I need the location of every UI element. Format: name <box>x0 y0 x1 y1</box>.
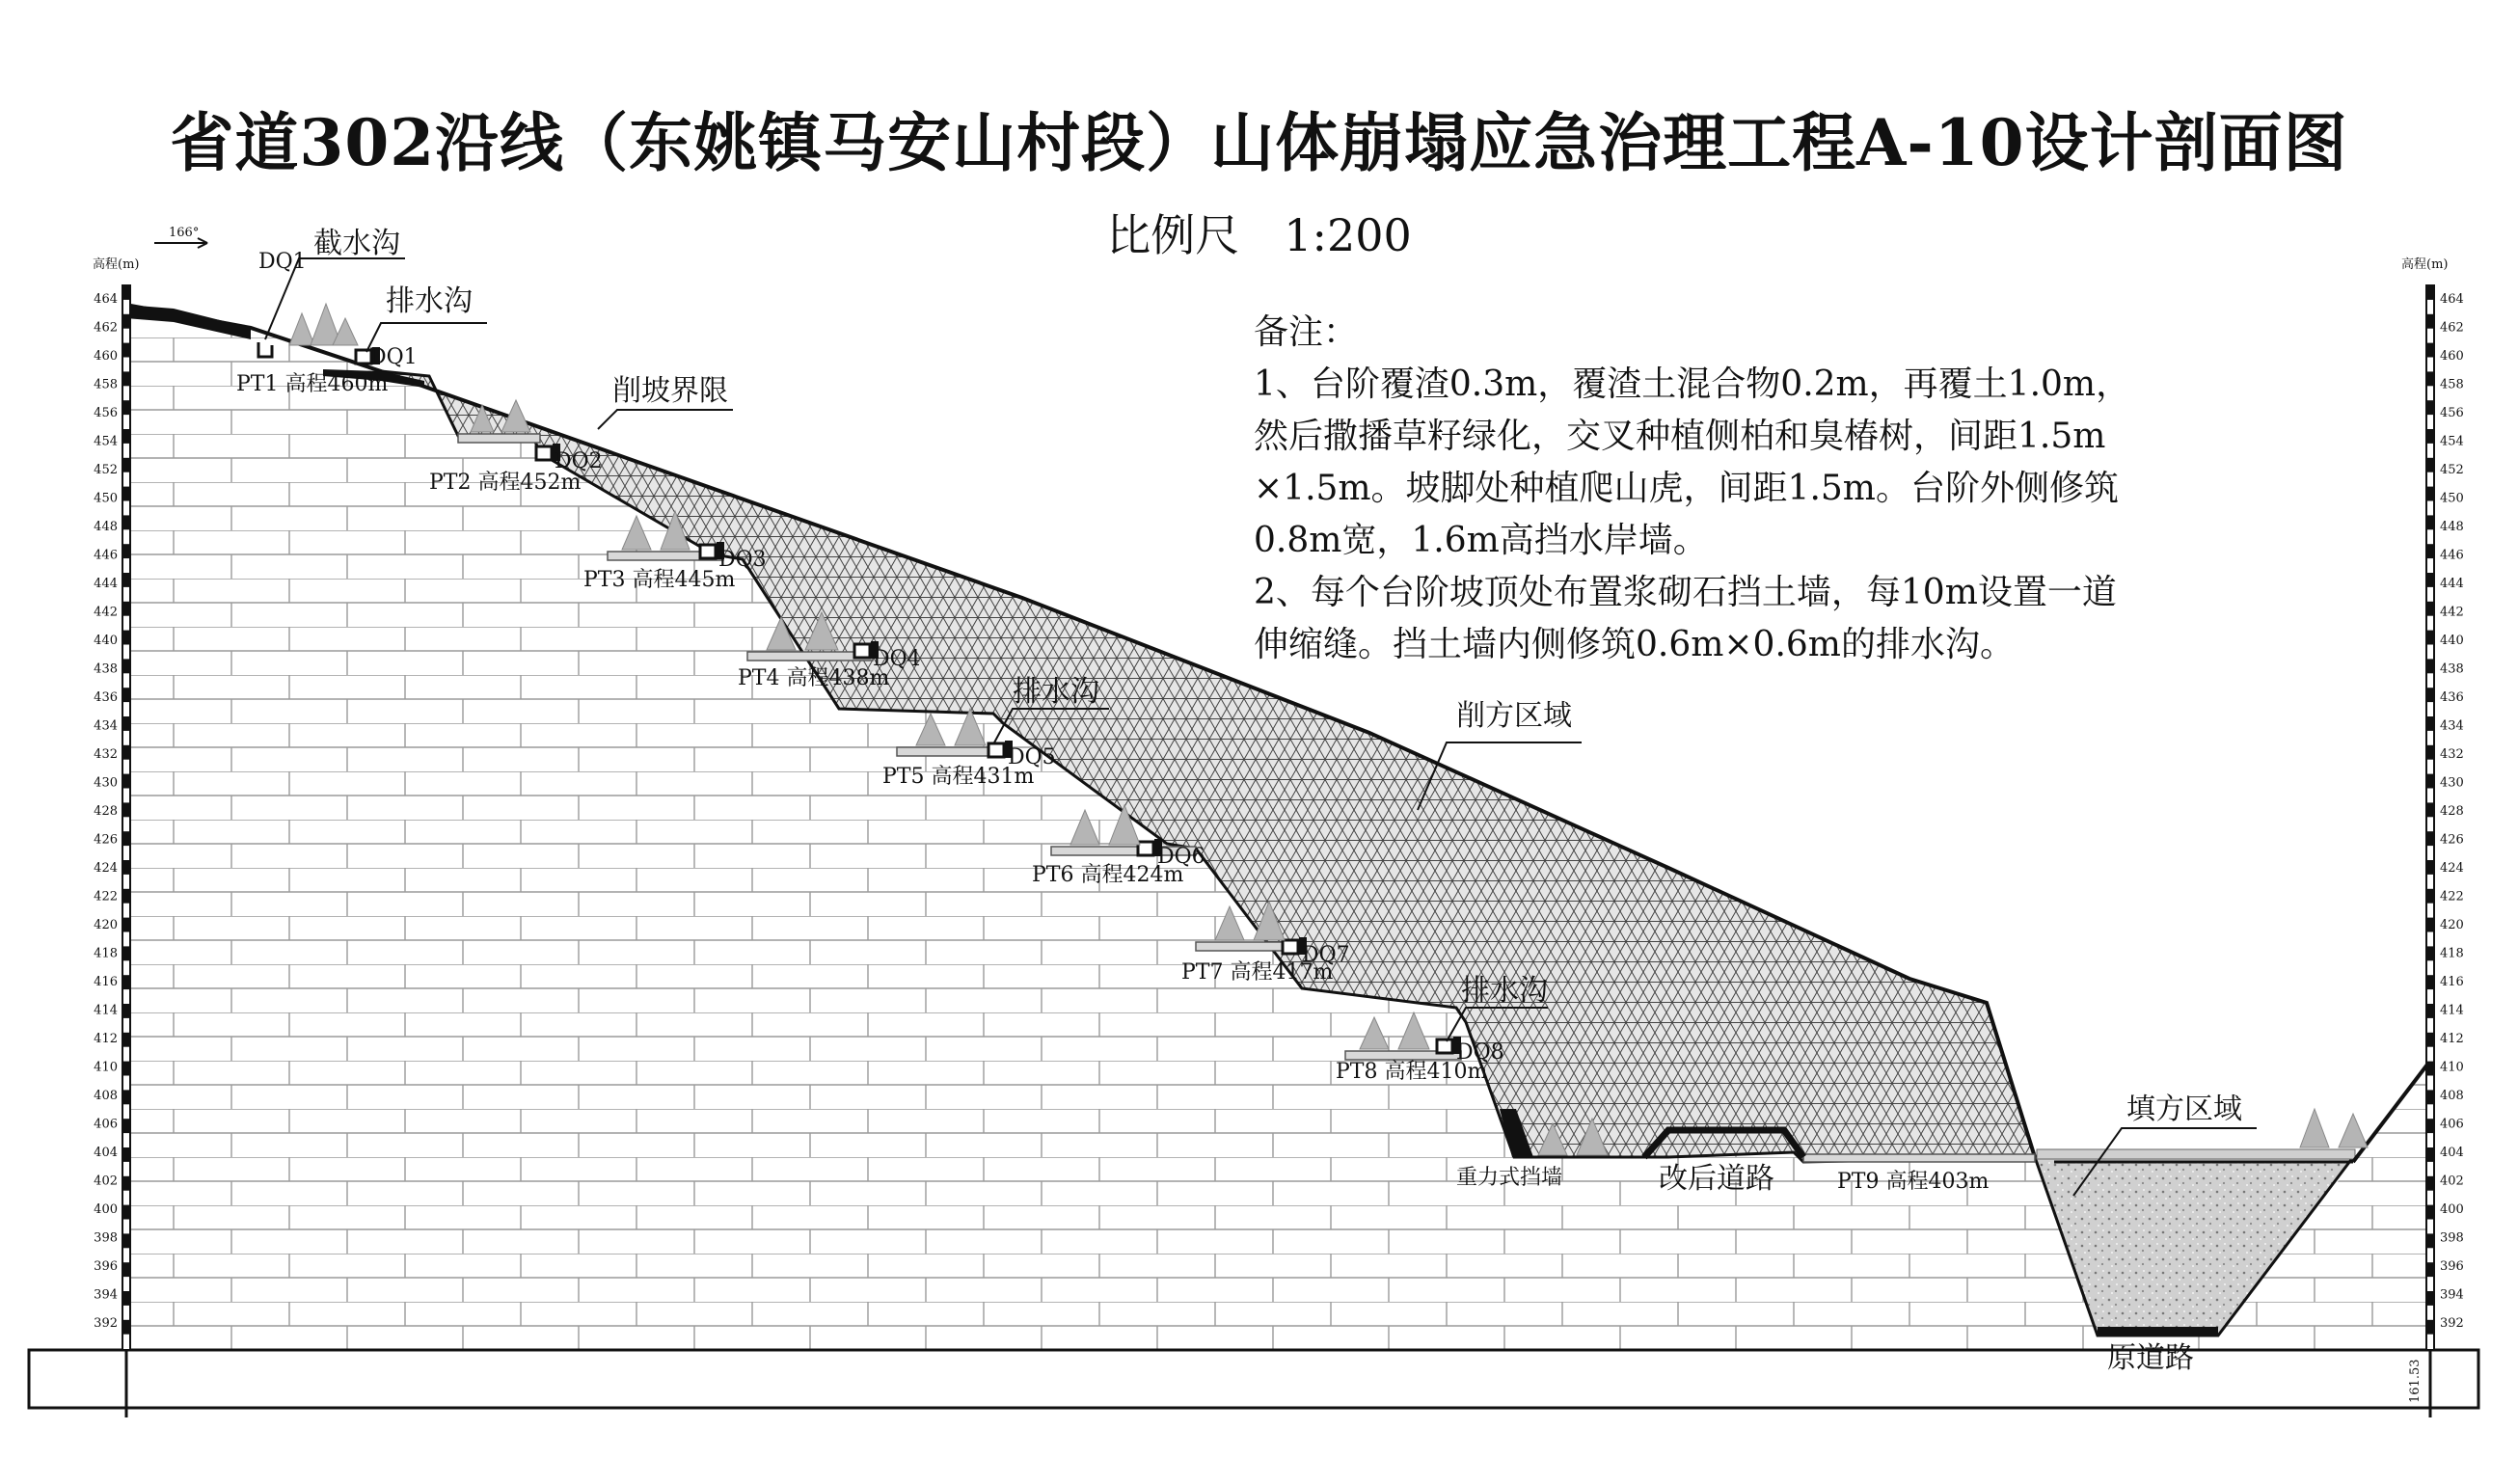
label-pt2: PT2 高程452m <box>429 471 582 495</box>
label-gravity-wall: 重力式挡墙 <box>1456 1166 1563 1190</box>
ruler-segment <box>122 889 130 904</box>
ruler-segment <box>2426 285 2434 300</box>
label-dq2: DQ2 <box>555 449 603 473</box>
axis-tick-label: 440 <box>2440 634 2464 648</box>
label-pt6: PT6 高程424m <box>1032 863 1184 887</box>
ruler-segment <box>122 515 130 529</box>
ruler-segment <box>2426 918 2434 932</box>
ruler-segment <box>2426 1033 2434 1047</box>
ruler-segment <box>2426 314 2434 329</box>
ruler-segment <box>2426 688 2434 702</box>
platform-pt9 <box>1803 1154 2035 1162</box>
ruler-segment <box>2426 889 2434 904</box>
ruler-segment <box>122 1176 130 1191</box>
axis-tick-label: 416 <box>94 975 118 989</box>
tree-icon <box>2300 1109 2329 1147</box>
ruler-segment <box>2426 831 2434 846</box>
ruler-segment <box>122 946 130 960</box>
axis-tick-label: 440 <box>94 634 118 648</box>
ruler-segment <box>122 1119 130 1133</box>
axis-tick-label: 444 <box>2440 577 2464 591</box>
ruler-segment <box>122 918 130 932</box>
ruler-segment <box>122 774 130 789</box>
ditch-dq8 <box>1437 1039 1452 1053</box>
axis-tick-label: 448 <box>94 520 118 534</box>
label-pt9: PT9 高程403m <box>1837 1170 1990 1194</box>
right-axis-title: 高程(m) <box>2401 257 2449 272</box>
axis-tick-label: 420 <box>2440 918 2464 932</box>
ruler-segment <box>2426 774 2434 789</box>
ruler-segment <box>2426 1147 2434 1162</box>
ruler-segment <box>122 458 130 472</box>
ruler-segment <box>122 1262 130 1277</box>
axis-tick-label: 464 <box>94 292 118 307</box>
axis-tick-label: 398 <box>94 1230 118 1246</box>
ruler-segment <box>2426 602 2434 616</box>
axis-tick-label: 456 <box>94 406 118 420</box>
ruler-segment <box>2426 429 2434 444</box>
ruler-segment <box>2426 515 2434 529</box>
label-pt5: PT5 高程431m <box>882 765 1035 789</box>
axis-tick-label: 410 <box>94 1060 118 1075</box>
axis-tick-label: 446 <box>2440 548 2464 563</box>
ruler-segment <box>122 285 130 300</box>
ruler-segment <box>122 1291 130 1306</box>
axis-tick-label: 428 <box>2440 804 2464 819</box>
ruler-segment <box>122 1033 130 1047</box>
tree-icon <box>289 313 314 345</box>
axis-tick-label: 452 <box>2440 463 2464 477</box>
axis-tick-label: 420 <box>94 918 118 932</box>
axis-tick-label: 434 <box>2440 718 2464 734</box>
ruler-segment <box>122 688 130 702</box>
axis-tick-label: 402 <box>94 1174 118 1189</box>
axis-tick-label: 398 <box>2440 1230 2464 1246</box>
label-cut-boundary: 削坡界限 <box>612 374 728 408</box>
axis-tick-label: 404 <box>94 1146 118 1160</box>
axis-tick-label: 432 <box>2440 747 2464 762</box>
axis-tick-label: 394 <box>2440 1287 2464 1303</box>
ruler-segment <box>122 343 130 358</box>
axis-tick-label: 400 <box>94 1202 118 1217</box>
ruler-segment <box>122 860 130 875</box>
ruler-segment <box>122 573 130 587</box>
ruler-segment <box>122 1004 130 1018</box>
axis-tick-label: 462 <box>2440 320 2464 336</box>
orig-road <box>2098 1327 2218 1336</box>
label-dq4: DQ4 <box>873 647 921 671</box>
axis-tick-label: 414 <box>2440 1003 2464 1018</box>
ruler-segment <box>122 1147 130 1162</box>
axis-tick-label: 430 <box>94 775 118 791</box>
axis-tick-label: 460 <box>2440 349 2464 364</box>
ruler-segment <box>2426 1004 2434 1018</box>
ruler-segment <box>122 1062 130 1076</box>
notes-line: ×1.5m。坡脚处种植爬山虎，间距1.5m。台阶外侧修筑 <box>1254 469 2119 508</box>
ruler-segment <box>2426 1119 2434 1133</box>
axis-tick-label: 412 <box>2440 1032 2464 1046</box>
axis-tick-label: 418 <box>2440 946 2464 961</box>
tree-icon <box>2339 1114 2368 1147</box>
ruler-segment <box>122 631 130 645</box>
label-dq7: DQ7 <box>1302 943 1350 967</box>
notes-line: 0.8m宽，1.6m高挡水岸墙。 <box>1254 521 1708 560</box>
left-axis-title: 高程(m) <box>93 257 140 272</box>
ruler-segment <box>2426 458 2434 472</box>
axis-tick-label: 394 <box>94 1287 118 1303</box>
label-pt7: PT7 高程417m <box>1181 960 1334 985</box>
axis-tick-label: 424 <box>94 861 118 876</box>
axis-tick-label: 436 <box>2440 690 2464 705</box>
axis-tick-label: 446 <box>94 548 118 563</box>
axis-tick-label: 442 <box>94 605 118 620</box>
axis-tick-label: 462 <box>94 320 118 336</box>
axis-tick-label: 438 <box>2440 661 2464 677</box>
ruler-segment <box>122 487 130 501</box>
notes-line: 然后撒播草籽绿化，交叉种植侧柏和臭椿树，间距1.5m <box>1254 417 2106 456</box>
ruler-segment <box>2426 975 2434 989</box>
axis-tick-label: 438 <box>94 661 118 677</box>
ruler-segment <box>2426 371 2434 386</box>
notes-line: 1、台阶覆渣0.3m，覆渣土混合物0.2m，再覆土1.0m， <box>1254 364 2131 404</box>
axis-tick-label: 408 <box>2440 1089 2464 1103</box>
label-new-road: 改后道路 <box>1659 1162 1774 1196</box>
label-intercept-ditch: 截水沟 <box>313 227 400 260</box>
ruler-segment <box>122 659 130 673</box>
label-orig-road: 原道路 <box>2107 1341 2194 1375</box>
axis-tick-label: 430 <box>2440 775 2464 791</box>
bottom-value: 161.53 <box>2408 1359 2423 1403</box>
ruler-segment <box>2426 860 2434 875</box>
ruler-segment <box>2426 745 2434 760</box>
ruler-segment <box>122 975 130 989</box>
axis-tick-label: 404 <box>2440 1146 2464 1160</box>
axis-tick-label: 444 <box>94 577 118 591</box>
ruler-segment <box>2426 1062 2434 1076</box>
axis-tick-label: 402 <box>2440 1174 2464 1189</box>
axis-tick-label: 436 <box>94 690 118 705</box>
axis-tick-label: 448 <box>2440 520 2464 534</box>
ruler-segment <box>2426 343 2434 358</box>
notes-heading: 备注： <box>1254 312 1359 352</box>
axis-tick-label: 418 <box>94 946 118 961</box>
direction-label: 166° <box>169 226 200 240</box>
ditch-dq3 <box>700 545 716 558</box>
label-pt8: PT8 高程410m <box>1336 1060 1488 1084</box>
axis-tick-label: 392 <box>2440 1316 2464 1331</box>
ruler-segment <box>122 544 130 558</box>
axis-tick-label: 458 <box>2440 377 2464 392</box>
label-dq1-side: DQ1 <box>369 345 418 369</box>
axis-tick-label: 460 <box>94 349 118 364</box>
label-dq6: DQ6 <box>1157 845 1205 869</box>
ruler-segment <box>122 371 130 386</box>
axis-tick-label: 454 <box>94 434 118 449</box>
label-dq3: DQ3 <box>718 548 767 572</box>
ruler-segment <box>122 429 130 444</box>
ruler-segment <box>2426 802 2434 817</box>
axis-tick-label: 426 <box>2440 832 2464 848</box>
axis-tick-label: 400 <box>2440 1202 2464 1217</box>
axis-tick-label: 412 <box>94 1032 118 1046</box>
ruler-segment <box>2426 1320 2434 1335</box>
axis-tick-label: 416 <box>2440 975 2464 989</box>
ruler-segment <box>2426 946 2434 960</box>
axis-tick-label: 414 <box>94 1003 118 1018</box>
ruler-segment <box>2426 631 2434 645</box>
ruler-segment <box>122 602 130 616</box>
ruler-segment <box>2426 1090 2434 1104</box>
ruler-segment <box>2426 716 2434 731</box>
axis-tick-label: 434 <box>94 718 118 734</box>
label-drain-ditch-3: 排水沟 <box>1461 974 1548 1008</box>
fill-grass <box>2037 1149 2355 1159</box>
ruler-segment <box>122 1205 130 1220</box>
ruler-segment <box>2426 1176 2434 1191</box>
axis-tick-label: 432 <box>94 747 118 762</box>
label-dq5: DQ5 <box>1008 745 1056 769</box>
axis-tick-label: 392 <box>94 1316 118 1331</box>
label-fill-area: 填方区域 <box>2126 1093 2242 1126</box>
axis-tick-label: 458 <box>94 377 118 392</box>
ruler-segment <box>2426 573 2434 587</box>
ruler-segment <box>122 314 130 329</box>
label-dq1-top: DQ1 <box>258 250 307 274</box>
label-pt3: PT3 高程445m <box>583 568 736 592</box>
axis-tick-label: 422 <box>2440 889 2464 904</box>
ruler-segment <box>122 1090 130 1104</box>
ruler-segment <box>2426 1233 2434 1248</box>
ruler-segment <box>2426 400 2434 415</box>
axis-tick-label: 454 <box>2440 434 2464 449</box>
ditch-dq5 <box>988 743 1004 757</box>
notes-line: 2、每个台阶坡顶处布置浆砌石挡土墙，每10m设置一道 <box>1254 573 2117 612</box>
ruler-segment <box>122 1233 130 1248</box>
axis-tick-label: 428 <box>94 804 118 819</box>
axis-tick-label: 464 <box>2440 292 2464 307</box>
axis-tick-label: 408 <box>94 1089 118 1103</box>
axis-tick-label: 426 <box>94 832 118 848</box>
ditch-dq6 <box>1138 842 1153 855</box>
axis-tick-label: 396 <box>2440 1259 2464 1274</box>
direction-indicator <box>154 226 207 248</box>
ruler-segment <box>2426 544 2434 558</box>
ruler-segment <box>2426 1205 2434 1220</box>
platform-pt2 <box>458 434 540 443</box>
label-pt4: PT4 高程438m <box>738 666 890 690</box>
ruler-segment <box>122 831 130 846</box>
notes-block <box>1254 307 2276 671</box>
ditch-dq7 <box>1283 940 1298 954</box>
ruler-segment <box>2426 487 2434 501</box>
notes-line: 伸缩缝。挡土墙内侧修筑0.6m×0.6m的排水沟。 <box>1254 625 2015 664</box>
axis-tick-label: 424 <box>2440 861 2464 876</box>
drawing-title: 省道302沿线（东姚镇马安山村段）山体崩塌应急治理工程A-10设计剖面图 <box>170 105 2348 180</box>
ditch-dq4 <box>854 644 870 658</box>
axis-tick-label: 442 <box>2440 605 2464 620</box>
axis-tick-label: 456 <box>2440 406 2464 420</box>
label-dq8: DQ8 <box>1456 1040 1504 1065</box>
ruler-segment <box>122 400 130 415</box>
label-drain-ditch-1: 排水沟 <box>386 284 473 318</box>
label-cut-area: 削方区域 <box>1456 699 1572 733</box>
ruler-segment <box>2426 1262 2434 1277</box>
ditch-dq2 <box>536 446 552 460</box>
axis-tick-label: 452 <box>94 463 118 477</box>
axis-tick-label: 450 <box>2440 491 2464 506</box>
scale-label: 比例尺 1:200 <box>1106 209 1412 261</box>
label-pt1: PT1 高程460m <box>236 372 389 396</box>
axis-tick-label: 406 <box>2440 1117 2464 1132</box>
axis-tick-label: 410 <box>2440 1060 2464 1075</box>
axis-tick-label: 450 <box>94 491 118 506</box>
axis-tick-label: 406 <box>94 1117 118 1132</box>
axis-tick-label: 396 <box>94 1259 118 1274</box>
ruler-segment <box>122 802 130 817</box>
ruler-segment <box>2426 1291 2434 1306</box>
ruler-segment <box>122 716 130 731</box>
axis-tick-label: 422 <box>94 889 118 904</box>
ruler-segment <box>122 1320 130 1335</box>
ruler-segment <box>2426 659 2434 673</box>
label-drain-ditch-2: 排水沟 <box>1013 675 1099 709</box>
ruler-segment <box>122 745 130 760</box>
